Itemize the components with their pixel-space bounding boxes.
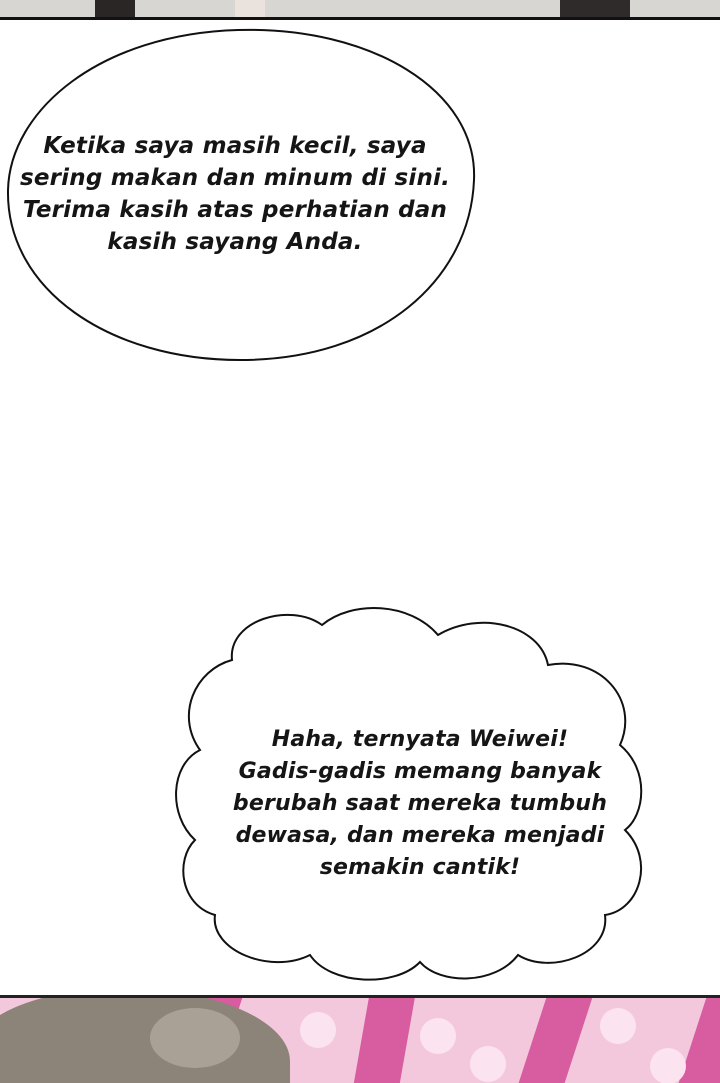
background-stripe <box>351 998 415 1083</box>
background-dot <box>650 1048 686 1083</box>
bubble-1-line: kasih sayang Anda. <box>107 229 363 255</box>
bubble-2-line: dewasa, dan mereka menjadi <box>235 823 605 848</box>
bubble-2-line: Haha, ternyata Weiwei! <box>271 727 569 752</box>
character-hair <box>0 995 290 1083</box>
background-dot <box>600 1008 636 1044</box>
background-dot <box>420 1018 456 1054</box>
background-dot <box>300 1012 336 1048</box>
bubble-1-line: Terima kasih atas perhatian dan <box>22 197 448 223</box>
background-dot <box>470 1046 506 1082</box>
character-hair-highlight <box>150 1008 240 1068</box>
bubble-2-line: Gadis-gadis memang banyak <box>238 759 602 784</box>
next-panel-preview <box>0 995 720 1083</box>
bubble-2-text <box>200 724 640 884</box>
bubble-2-line: semakin cantik! <box>319 855 521 880</box>
bubble-1-text <box>10 130 460 258</box>
bubble-1-line: sering makan dan minum di sini. <box>19 165 451 191</box>
bubble-1-line: Ketika saya masih kecil, saya <box>43 133 427 159</box>
background-stripe <box>514 998 592 1083</box>
bubble-2-line: berubah saat mereka tumbuh <box>232 791 608 816</box>
